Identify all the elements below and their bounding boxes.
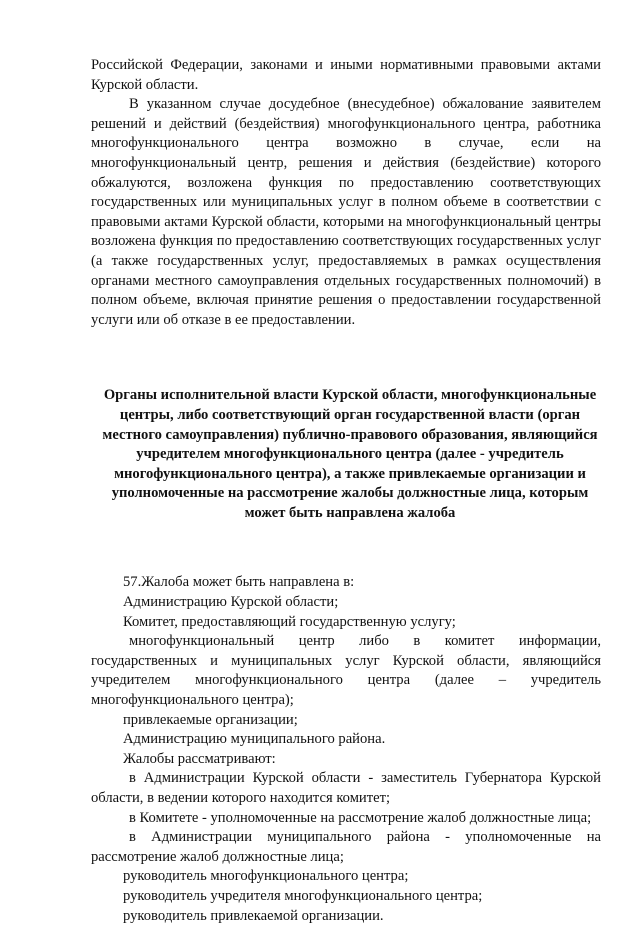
list-item: Администрацию Курской области; xyxy=(123,594,339,611)
list-item: руководитель учредителя многофункционального центра; xyxy=(123,887,483,904)
intro-paragraph: Российской Федерации, законами и иными нормативными правовыми актами Курской области. xyxy=(91,57,601,93)
reviewer-committee: в Комитете - уполномоченные на рассмотрение жалоб должностные лица; xyxy=(129,809,592,826)
reviewers-intro: Жалобы рассматривают: xyxy=(123,750,276,767)
mfc-paragraph: многофункциональный центр либо в комитет информации, государственных и муниципальных услуг Курской области, являющийся учредителем многофункционального центра (далее – учредитель многофункционального центра); xyxy=(91,633,601,709)
document-body xyxy=(91,56,601,926)
list-item: привлекаемые организации; xyxy=(123,711,298,728)
list-item: руководитель многофункционального центра; xyxy=(123,868,409,885)
appeal-paragraph: В указанном случае досудебное (внесудебное) обжалование заявителем решений и действий (бездействия) многофункционального центра, работника многофункционального центра возможно в случае, если на многофункциональный центр, решения и действия (бездействие) которого обжалуются, возложена функция по предоставлению соответствующих государственных или муниципальных услуг в полном объеме в соответствии с правовыми актами Курской области, которыми на многофункциональный центры возложена функция по предоставлению соответствующих государственных услуг (а также государственных услуг, предоставляемых в рамках осуществления органами местного самоуправления отдельных государственных полномочий) в полном объеме, включая принятие решения о предоставлении государственной услуги или об отказе в ее предоставлении. xyxy=(91,96,601,328)
list-item: Комитет, предоставляющий государственную услугу; xyxy=(123,613,456,630)
item-57-intro: 57.Жалоба может быть направлена в: xyxy=(123,574,355,591)
complaint-recipients-section xyxy=(91,573,601,926)
section-heading: Органы исполнительной власти Курской области, многофункциональные центры, либо соответствующий орган государственной власти (орган местного самоуправления) публично-правового образования, являющийся учредителем многофункционального центра (далее - учредитель многофункционального центра), а также привлекаемые организации и уполномоченные на рассмотрение жалобы должностные лица, которым может быть направлена жалоба xyxy=(102,387,598,521)
reviewer-admin: в Администрации Курской области - заместитель Губернатора Курской области, в ведении которого находится комитет; xyxy=(91,770,601,806)
list-item: Администрацию муниципального района. xyxy=(123,731,386,748)
reviewer-municipal: в Администрации муниципального района - уполномоченные на рассмотрение жалоб должностные лица; xyxy=(91,829,601,865)
list-item: руководитель привлекаемой организации. xyxy=(123,907,384,924)
